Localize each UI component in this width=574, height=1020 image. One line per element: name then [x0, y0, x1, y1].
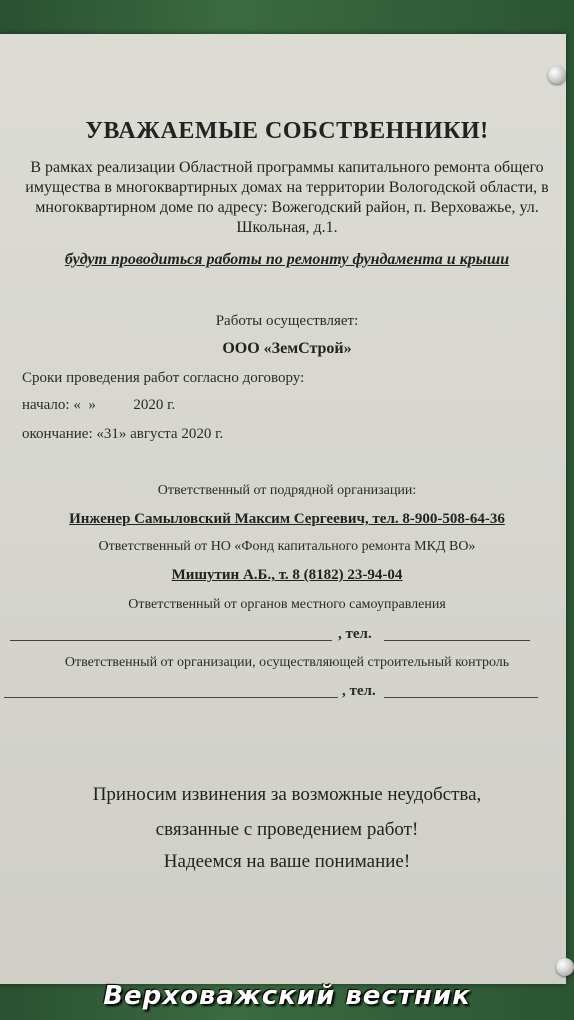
- pushpin-top-right: [548, 66, 566, 84]
- responsible-contractor-value: Инженер Самыловский Максим Сергеевич, тел. 8-900-508-64-36: [69, 511, 505, 527]
- responsible-fund-label: Ответственный от НО «Фонд капитального ремонта МКД ВО»: [98, 539, 476, 554]
- watermark-caption: Верховажский вестник: [103, 981, 471, 1011]
- works-description: будут проводиться работы по ремонту фундамента и крыши: [64, 251, 510, 268]
- notice-title: УВАЖАЕМЫЕ СОБСТВЕННИКИ!: [85, 118, 489, 144]
- blank-phone-field-1: [384, 640, 530, 641]
- phone-label-1: , тел.: [338, 626, 372, 642]
- contractor-name: ООО «ЗемСтрой»: [222, 340, 352, 357]
- closing-line: связанные с проведением работ!: [155, 819, 419, 840]
- terms-label: Сроки проведения работ согласно договору:: [22, 370, 305, 386]
- responsible-contractor-label: Ответственный от подрядной организации:: [157, 483, 417, 498]
- closing-line: Приносим извинения за возможные неудобства,: [92, 784, 482, 805]
- intro-line: В рамках реализации Областной программы капитального ремонта общего: [30, 159, 544, 176]
- blank-phone-field-2: [384, 697, 538, 698]
- intro-line: многоквартирном доме по адресу: Вожегодский район, п. Верховажье, ул.: [35, 199, 539, 216]
- responsible-local-label: Ответственный от органов местного самоуправления: [128, 597, 446, 612]
- blank-name-field-1: [10, 640, 332, 641]
- responsible-control-label: Ответственный от организации, осуществляющей строительный контроль: [64, 655, 510, 670]
- start-date-line: начало: « » 2020 г.: [22, 397, 176, 413]
- end-date-line: окончание: «31» августа 2020 г.: [22, 426, 224, 442]
- intro-paragraph: [0, 158, 574, 238]
- contractor-label: Работы осуществляет:: [215, 313, 359, 329]
- intro-line: имущества в многоквартирных домах на территории Вологодской области, в: [25, 179, 549, 196]
- phone-label-2: , тел.: [342, 683, 376, 699]
- responsible-fund-value: Мишутин А.Б., т. 8 (8182) 23-94-04: [171, 567, 403, 583]
- pushpin-bottom-right: [556, 958, 574, 976]
- blank-name-field-2: [4, 697, 338, 698]
- intro-line: Школьная, д.1.: [236, 219, 338, 236]
- closing-line: Надеемся на ваше понимание!: [163, 851, 411, 872]
